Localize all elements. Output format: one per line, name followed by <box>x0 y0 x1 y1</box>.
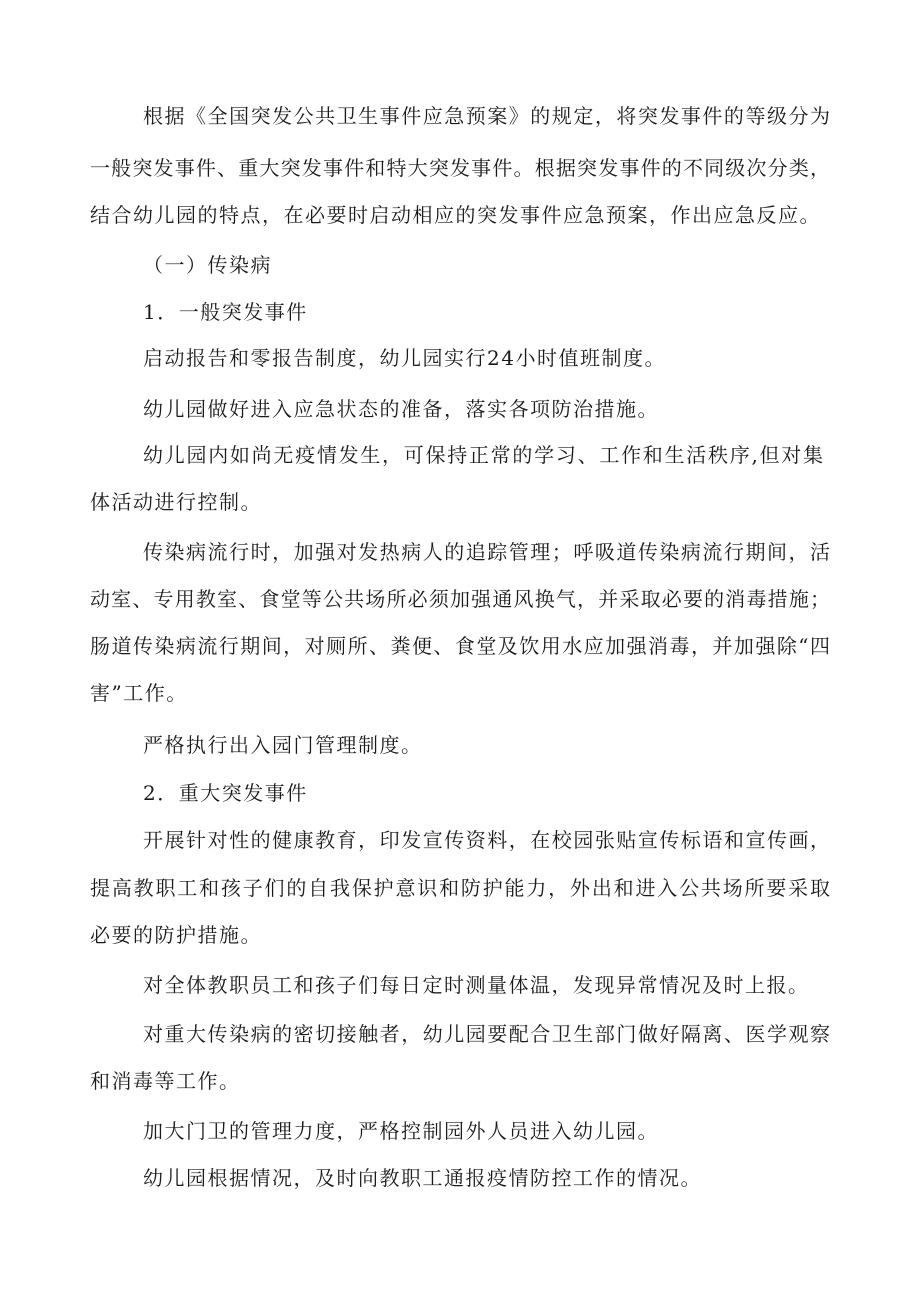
subsection-2-paragraph-4: 加大门卫的管理力度，严格控制园外人员进入幼儿园。 <box>143 1119 659 1143</box>
subsection-2-paragraph-3-line-2: 和消毒等工作。 <box>90 1069 241 1093</box>
subsection-1-paragraph-4-line-2: 动室、专用教室、食堂等公共场所必须加强通风换气，并采取必要的消毒措施； <box>90 587 830 611</box>
subsection-2-paragraph-1-line-1: 开展针对性的健康教育，印发宣传资料，在校园张贴宣传标语和宣传画， <box>143 828 830 852</box>
subsection-1-paragraph-4-line-4: 害”工作。 <box>90 681 188 705</box>
subsection-2-paragraph-2: 对全体教职员工和孩子们每日定时测量体温，发现异常情况及时上报。 <box>143 973 810 997</box>
subsection-1-paragraph-3-line-2: 体活动进行控制。 <box>90 490 262 514</box>
subsection-2-heading: 2．重大突发事件 <box>143 781 308 805</box>
subsection-1-paragraph-5: 严格执行出入园门管理制度。 <box>143 733 423 757</box>
subsection-2-paragraph-3-line-1: 对重大传染病的密切接触者，幼儿园要配合卫生部门做好隔离、医学观察 <box>143 1022 830 1046</box>
subsection-2-paragraph-1-line-3: 必要的防护措施。 <box>90 923 262 947</box>
intro-line-3: 结合幼儿园的特点，在必要时启动相应的突发事件应急预案，作出应急反应。 <box>90 203 821 227</box>
subsection-1-paragraph-1: 启动报告和零报告制度，幼儿园实行24小时值班制度。 <box>143 346 666 370</box>
subsection-2-paragraph-1-line-2: 提高教职工和孩子们的自我保护意识和防护能力，外出和进入公共场所要采取 <box>90 876 830 900</box>
intro-line-1: 根据《全国突发公共卫生事件应急预案》的规定，将突发事件的等级分为 <box>143 104 830 128</box>
subsection-2-paragraph-5: 幼儿园根据情况，及时向教职工通报疫情防控工作的情况。 <box>143 1166 702 1190</box>
subsection-1-paragraph-4-line-3: 肠道传染病流行期间，对厕所、粪便、食堂及饮用水应加强消毒，并加强除“四 <box>90 634 830 658</box>
section-title: （一）传染病 <box>143 253 272 277</box>
intro-line-2: 一般突发事件、重大突发事件和特大突发事件。根据突发事件的不同级次分类， <box>90 156 830 180</box>
subsection-1-heading: 1．一般突发事件 <box>143 300 308 324</box>
subsection-1-paragraph-2: 幼儿园做好进入应急状态的准备，落实各项防治措施。 <box>143 397 659 421</box>
subsection-1-paragraph-3-line-1: 幼儿园内如尚无疫情发生，可保持正常的学习、工作和生活秩序,但对集 <box>143 443 823 467</box>
subsection-1-paragraph-4-line-1: 传染病流行时，加强对发热病人的追踪管理；呼吸道传染病流行期间，活 <box>143 540 830 564</box>
